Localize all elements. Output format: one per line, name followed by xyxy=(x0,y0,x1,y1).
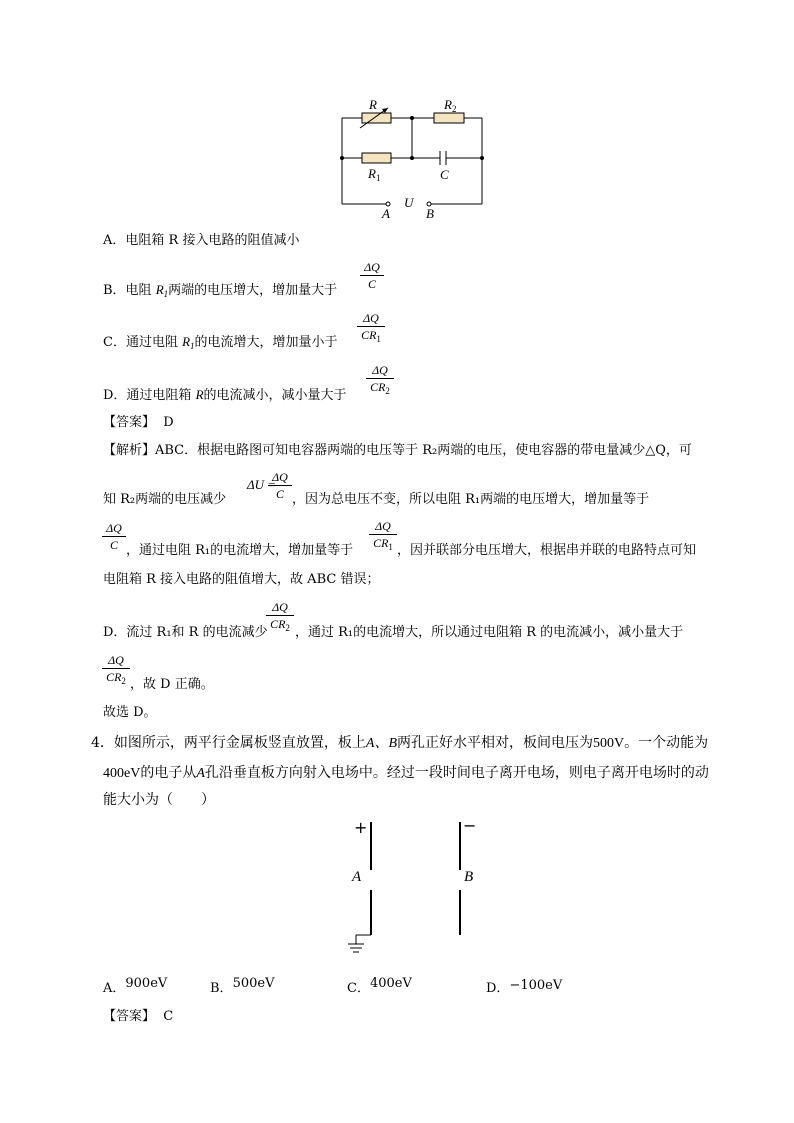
plus-sign: + xyxy=(354,818,368,837)
analysis-line-2a: 知 R₂两端的电压减少 xyxy=(103,492,227,507)
fraction-a2: ΔQ C xyxy=(102,521,126,552)
q4-line-2: 400eV的电子从A孔沿垂直板方向射入电场中。经过一段时间电子离开电场，则电子离开电场时的动 xyxy=(103,765,709,781)
option-d: D．通过电阻箱 R的电流减小，减小量大于 xyxy=(103,387,347,403)
option-b: B．电阻 $R_1$两端的电压增大，增加量大于 xyxy=(103,282,338,299)
resistor-r1 xyxy=(362,153,391,163)
fraction-a5: ΔQ $CR_2$ xyxy=(102,653,130,688)
analysis-line-4: 电阻箱 R 接入电路的阻值增大，故 ABC 错误； xyxy=(103,572,380,587)
fraction-c: ΔQ $CR_1$ xyxy=(357,311,385,346)
option-c: C．通过电阻 $R_1$的电流增大，增加量小于 xyxy=(103,334,338,351)
analysis-line-5a: D．流过 R₁和 R 的电流减少 xyxy=(103,625,268,640)
fraction-a1: ΔQ C xyxy=(268,470,292,501)
q4-option-a: A．900eV xyxy=(103,976,168,996)
resistor-r2 xyxy=(434,113,464,123)
analysis-line-1: 【解析】ABC．根据电路图可知电容器两端的电压等于 R₂两端的电压，使电容器的带电量减少△Q，可 xyxy=(103,443,692,458)
plate-a-label: A xyxy=(352,869,362,885)
analysis-eq: ΔU = xyxy=(247,477,277,492)
label-r1: $R_1$ xyxy=(368,166,381,183)
answer-q4: 【答案】 C xyxy=(103,1009,174,1024)
choose-line: 故选 D。 xyxy=(103,705,157,720)
fraction-d: ΔQ $CR_2$ xyxy=(366,363,394,398)
q4-option-d: D．−100eV xyxy=(486,978,563,996)
minus-sign: − xyxy=(463,816,477,835)
resistor-r xyxy=(362,113,391,123)
analysis-line-2b: ，因为总电压不变，所以电阻 R₁两端的电压增大，增加量等于 xyxy=(292,492,650,507)
q4-option-c: C．400eV xyxy=(347,976,412,996)
circuit-diagram xyxy=(0,0,794,230)
q4-line-1: 4．如图所示，两平行金属板竖直放置，板上A、B两孔正好水平相对，板间电压为500V。一个动能为 xyxy=(91,735,709,751)
analysis-line-3: ，通过电阻 R₁的电流增大，增加量等于 xyxy=(126,543,354,558)
fraction-a4: ΔQ $CR_2$ xyxy=(266,600,294,635)
label-r: R xyxy=(369,97,377,112)
fraction-a3: ΔQ $CR_1$ xyxy=(369,519,397,554)
q4-option-b: B．500eV xyxy=(210,976,275,996)
analysis-line-5b: ，通过 R₁的电流增大，所以通过电阻箱 R 的电流减小，减小量大于 xyxy=(295,625,684,640)
option-a: A．电阻箱 R 接入电路的阻值减小 xyxy=(103,233,300,248)
label-b: B xyxy=(426,206,434,221)
analysis-line-6: ，故 D 正确。 xyxy=(130,677,214,692)
plate-b-label: B xyxy=(464,869,474,885)
label-u: U xyxy=(404,195,414,210)
label-a: A xyxy=(382,206,390,221)
answer-q3: 【答案】 D xyxy=(103,415,174,430)
label-c: C xyxy=(440,167,449,182)
q4-line-3: 能大小为（ ） xyxy=(103,792,215,808)
analysis-line-3b: ，因并联部分电压增大，根据串并联的电路特点可知 xyxy=(397,543,697,558)
label-r2: $R_2$ xyxy=(444,97,457,114)
fraction-b: ΔQ C xyxy=(360,260,384,291)
